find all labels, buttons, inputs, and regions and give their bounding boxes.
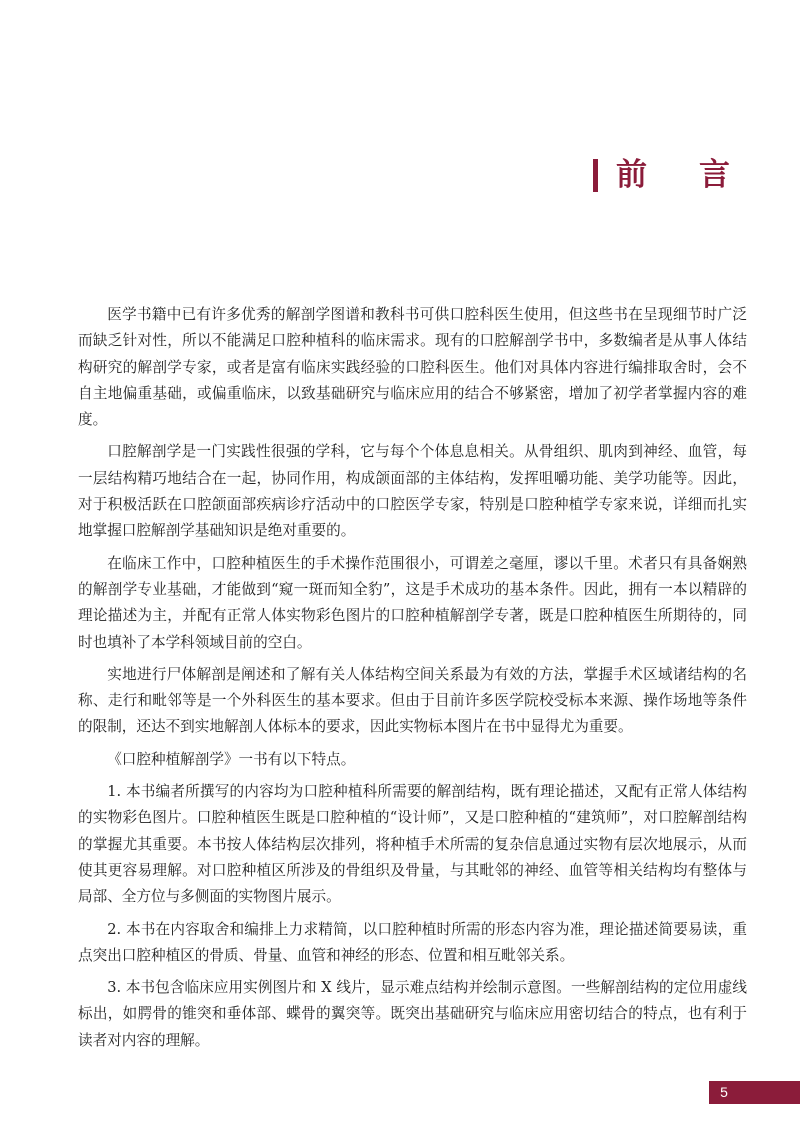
paragraph-intro: 医学书籍中已有许多优秀的解剖学图谱和教科书可供口腔科医生使用，但这些书在呈现细节时广泛而缺乏针对性，所以不能满足口腔种植科的临床需求。现有的口腔解剖学书中，多数编者是从事人体结构研究的解剖学专家，或者是富有临床实践经验的口腔科医生。他们对具体内容进行编排取舍时，会不自主地偏重基础，或偏重临床，以致基础研究与临床应用的结合不够紧密，增加了初学者掌握内容的难度。 <box>78 306 747 429</box>
body-text <box>78 302 747 1060</box>
feature-item-3: 3. 本书包含临床应用实例图片和 X 线片，显示难点结构并绘制示意图。一些解剖结构的定位用虚线标出，如腭骨的锥突和垂体部、蝶骨的翼突等。既突出基础研究与临床应用密切结合的特点，也有利于读者对内容的理解。 <box>78 979 747 1049</box>
paragraph-dissection: 实地进行尸体解剖是阐述和了解有关人体结构空间关系最为有效的方法，掌握手术区域诸结构的名称、走行和毗邻等是一个外科医生的基本要求。但由于目前许多医学院校受标本来源、操作场地等条件的限制，还达不到实地解剖人体标本的要求，因此实物标本图片在书中显得尤为重要。 <box>78 665 747 736</box>
page-title: 前言 <box>616 157 782 193</box>
paragraph-discipline: 口腔解剖学是一门实践性很强的学科，它与每个个体息息相关。从骨组织、肌肉到神经、血管，每一层结构精巧地结合在一起，协同作用，构成颌面部的主体结构，发挥咀嚼功能、美学功能等。因此，对于积极活跃在口腔颌面部疾病诊疗活动中的口腔医学专家，特别是口腔种植学专家来说，详细而扎实地掌握口腔解剖学基础知识是绝对重要的。 <box>78 443 747 540</box>
page-heading <box>593 157 782 193</box>
feature-item-1: 1. 本书编者所撰写的内容均为口腔种植科所需要的解剖结构，既有理论描述，又配有正常人体结构的实物彩色图片。口腔种植医生既是口腔种植的“设计师”，又是口腔种植的“建筑师”，对口腔解剖结构的掌握尤其重要。本书按人体结构层次排列，将种植手术所需的复杂信息通过实物有层次地展示，从而使其更容易理解。对口腔种植区所涉及的骨组织及骨量，与其毗邻的神经、血管等相关结构均有整体与局部、全方位与多侧面的实物图片展示。 <box>78 783 747 906</box>
paragraph-features-intro: 《口腔种植解剖学》一书有以下特点。 <box>107 750 356 768</box>
heading-accent-bar <box>593 159 598 192</box>
page-number-band <box>709 1081 800 1104</box>
feature-item-2: 2. 本书在内容取舍和编排上力求精简，以口腔种植时所需的形态内容为准，理论描述简要易读，重点突出口腔种植区的骨质、骨量、血管和神经的形态、位置和相互毗邻关系。 <box>78 920 747 964</box>
page-number: 5 <box>720 1084 728 1100</box>
paragraph-clinical: 在临床工作中，口腔种植医生的手术操作范围很小，可谓差之毫厘，谬以千里。术者只有具备娴熟的解剖学专业基础，才能做到“窥一斑而知全豹”，这是手术成功的基本条件。因此，拥有一本以精辟的理论描述为主，并配有正常人体实物彩色图片的口腔种植解剖学专著，既是口腔种植医生所期待的，同时也填补了本学科领域目前的空白。 <box>78 554 747 651</box>
